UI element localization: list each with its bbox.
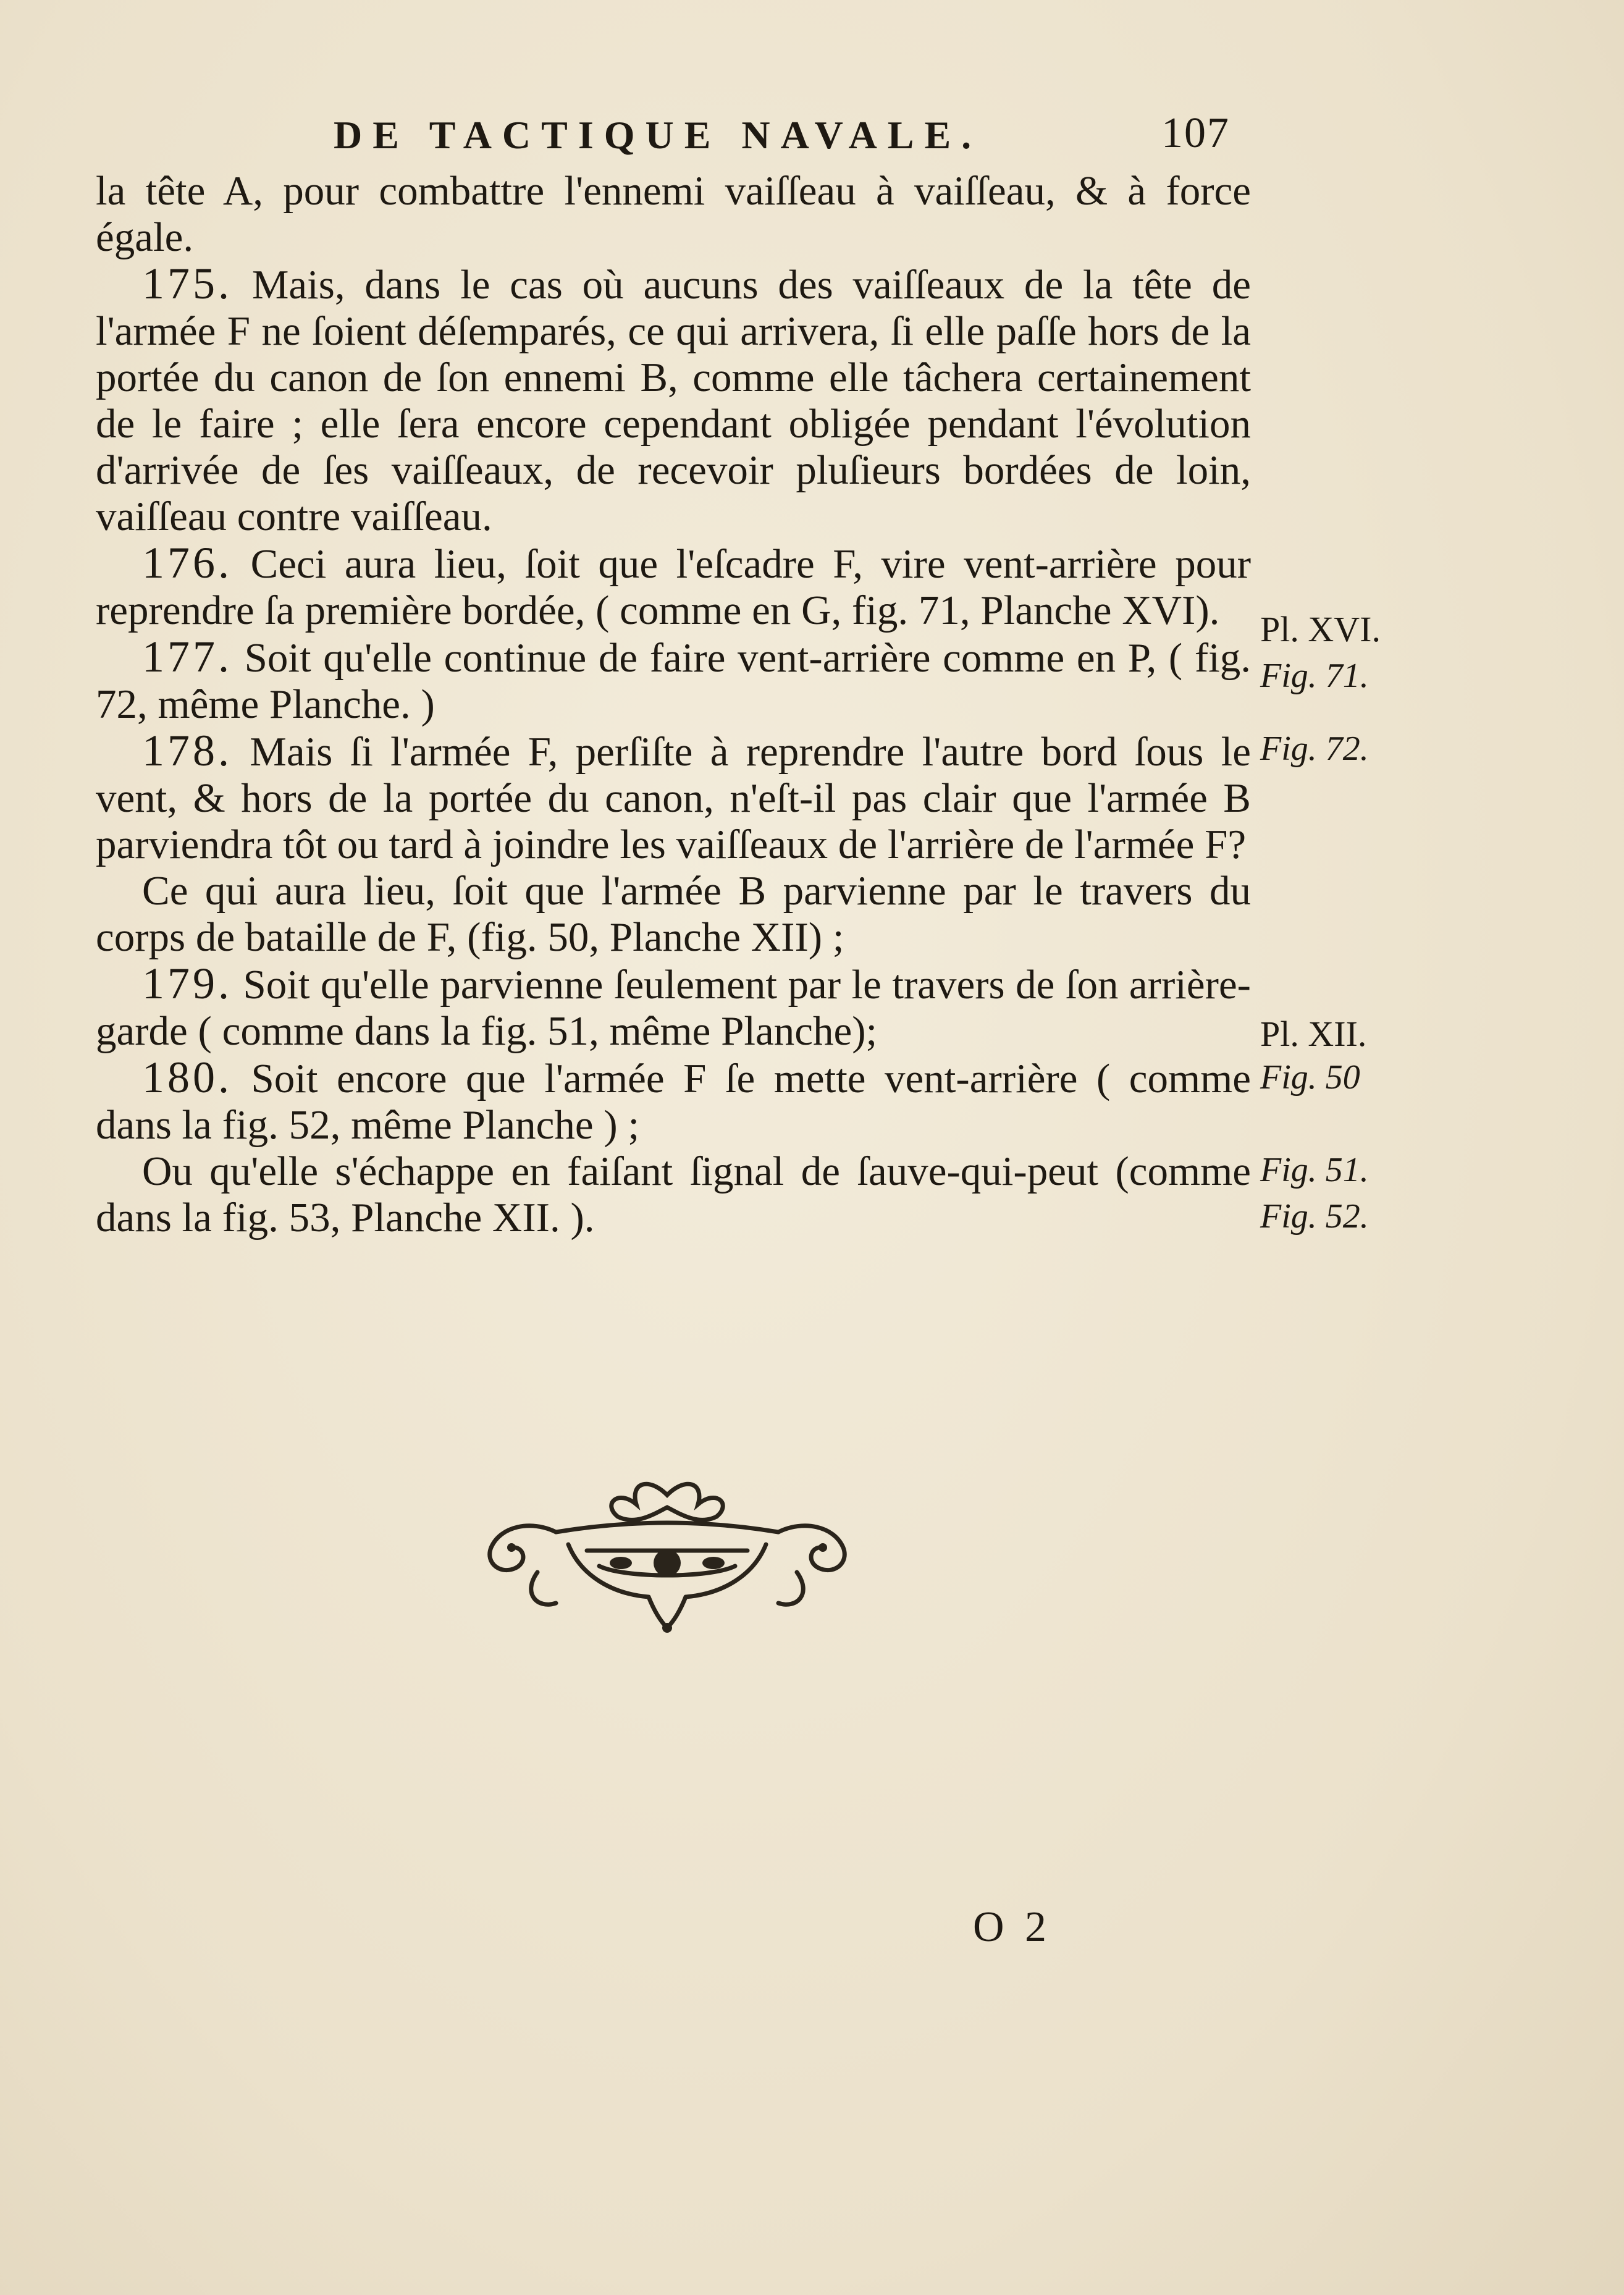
paragraph-176: 176. Ceci aura lieu, ſoit que l'eſcadre F, vire vent-arrière pour reprendre ſa première bordée, ( comme en G, fig. 71, Planche XVI).	[96, 538, 1252, 633]
paragraph-ou-quelle: Ou qu'elle s'échappe en faiſant ſignal de ſauve-qui-peut (comme dans la fig. 53, Planche XII. ).	[96, 1148, 1251, 1240]
decorative-ornament	[463, 1470, 871, 1637]
margin-note-fig-71: Fig. 71.	[1260, 657, 1369, 695]
margin-note-fig-51: Fig. 51.	[1260, 1151, 1369, 1189]
paragraph-175: 175. Mais, dans le cas où aucuns des vaiſſeaux de la tête de l'armée F ne ſoient déſemparés, ce qui arrivera, ſi elle paſſe hors de la portée du canon de ſon ennemi B, comme elle tâchera certainement de le faire ; elle ſera encore cependant obligée pendant l'évolution d'arrivée de ſes vaiſſeaux, de recevoir pluſieurs bordées de loin, vaiſſeau contre vaiſſeau.	[96, 259, 1251, 539]
paragraph-1: la tête A, pour combattre l'ennemi vaiſſeau à vaiſſeau, & à force égale.	[96, 168, 1251, 260]
main-text	[96, 168, 1251, 1241]
paragraph-number: 175.	[142, 259, 232, 308]
page-number: 107	[1161, 109, 1230, 157]
running-title: DE TACTIQUE NAVALE.	[334, 113, 982, 157]
paragraph-number: 177.	[142, 632, 232, 681]
margin-note-plate-12: Pl. XII.	[1260, 1014, 1367, 1054]
paragraph-179: 179. Soit qu'elle parvienne ſeulement par le travers de ſon arrière-garde ( comme dans la fig. 51, même Planche);	[96, 959, 1251, 1054]
margin-note-fig-52: Fig. 52.	[1260, 1197, 1369, 1236]
margin-note-plate-16: Pl. XVI.	[1260, 609, 1381, 649]
paragraph-number: 176.	[142, 538, 232, 587]
paragraph-number: 178.	[142, 726, 232, 775]
paragraph-number: 180.	[142, 1053, 232, 1102]
signature-mark: O 2	[973, 1903, 1052, 1951]
paragraph-178: 178. Mais ſi l'armée F, perſiſte à reprendre l'autre bord ſous le vent, & hors de la portée du canon, n'eſt-il pas clair que l'armée B parviendra tôt ou tard à joindre les vaiſſeaux de l'arrière de l'armée F?	[96, 726, 1251, 867]
margin-note-fig-72: Fig. 72.	[1260, 730, 1369, 768]
margin-note-fig-50: Fig. 50	[1260, 1058, 1360, 1097]
paragraph-180: 180. Soit encore que l'armée F ſe mette vent-arrière ( comme dans la fig. 52, même Planche ) ;	[96, 1053, 1252, 1148]
paragraph-177: 177. Soit qu'elle continue de faire vent-arrière comme en P, ( fig. 72, même Planche. )	[96, 632, 1252, 727]
paragraph-number: 179.	[142, 959, 232, 1008]
paragraph-ce-qui: Ce qui aura lieu, ſoit que l'armée B parvienne par le travers du corps de bataille de F, (fig. 50, Planche XII) ;	[96, 868, 1251, 960]
